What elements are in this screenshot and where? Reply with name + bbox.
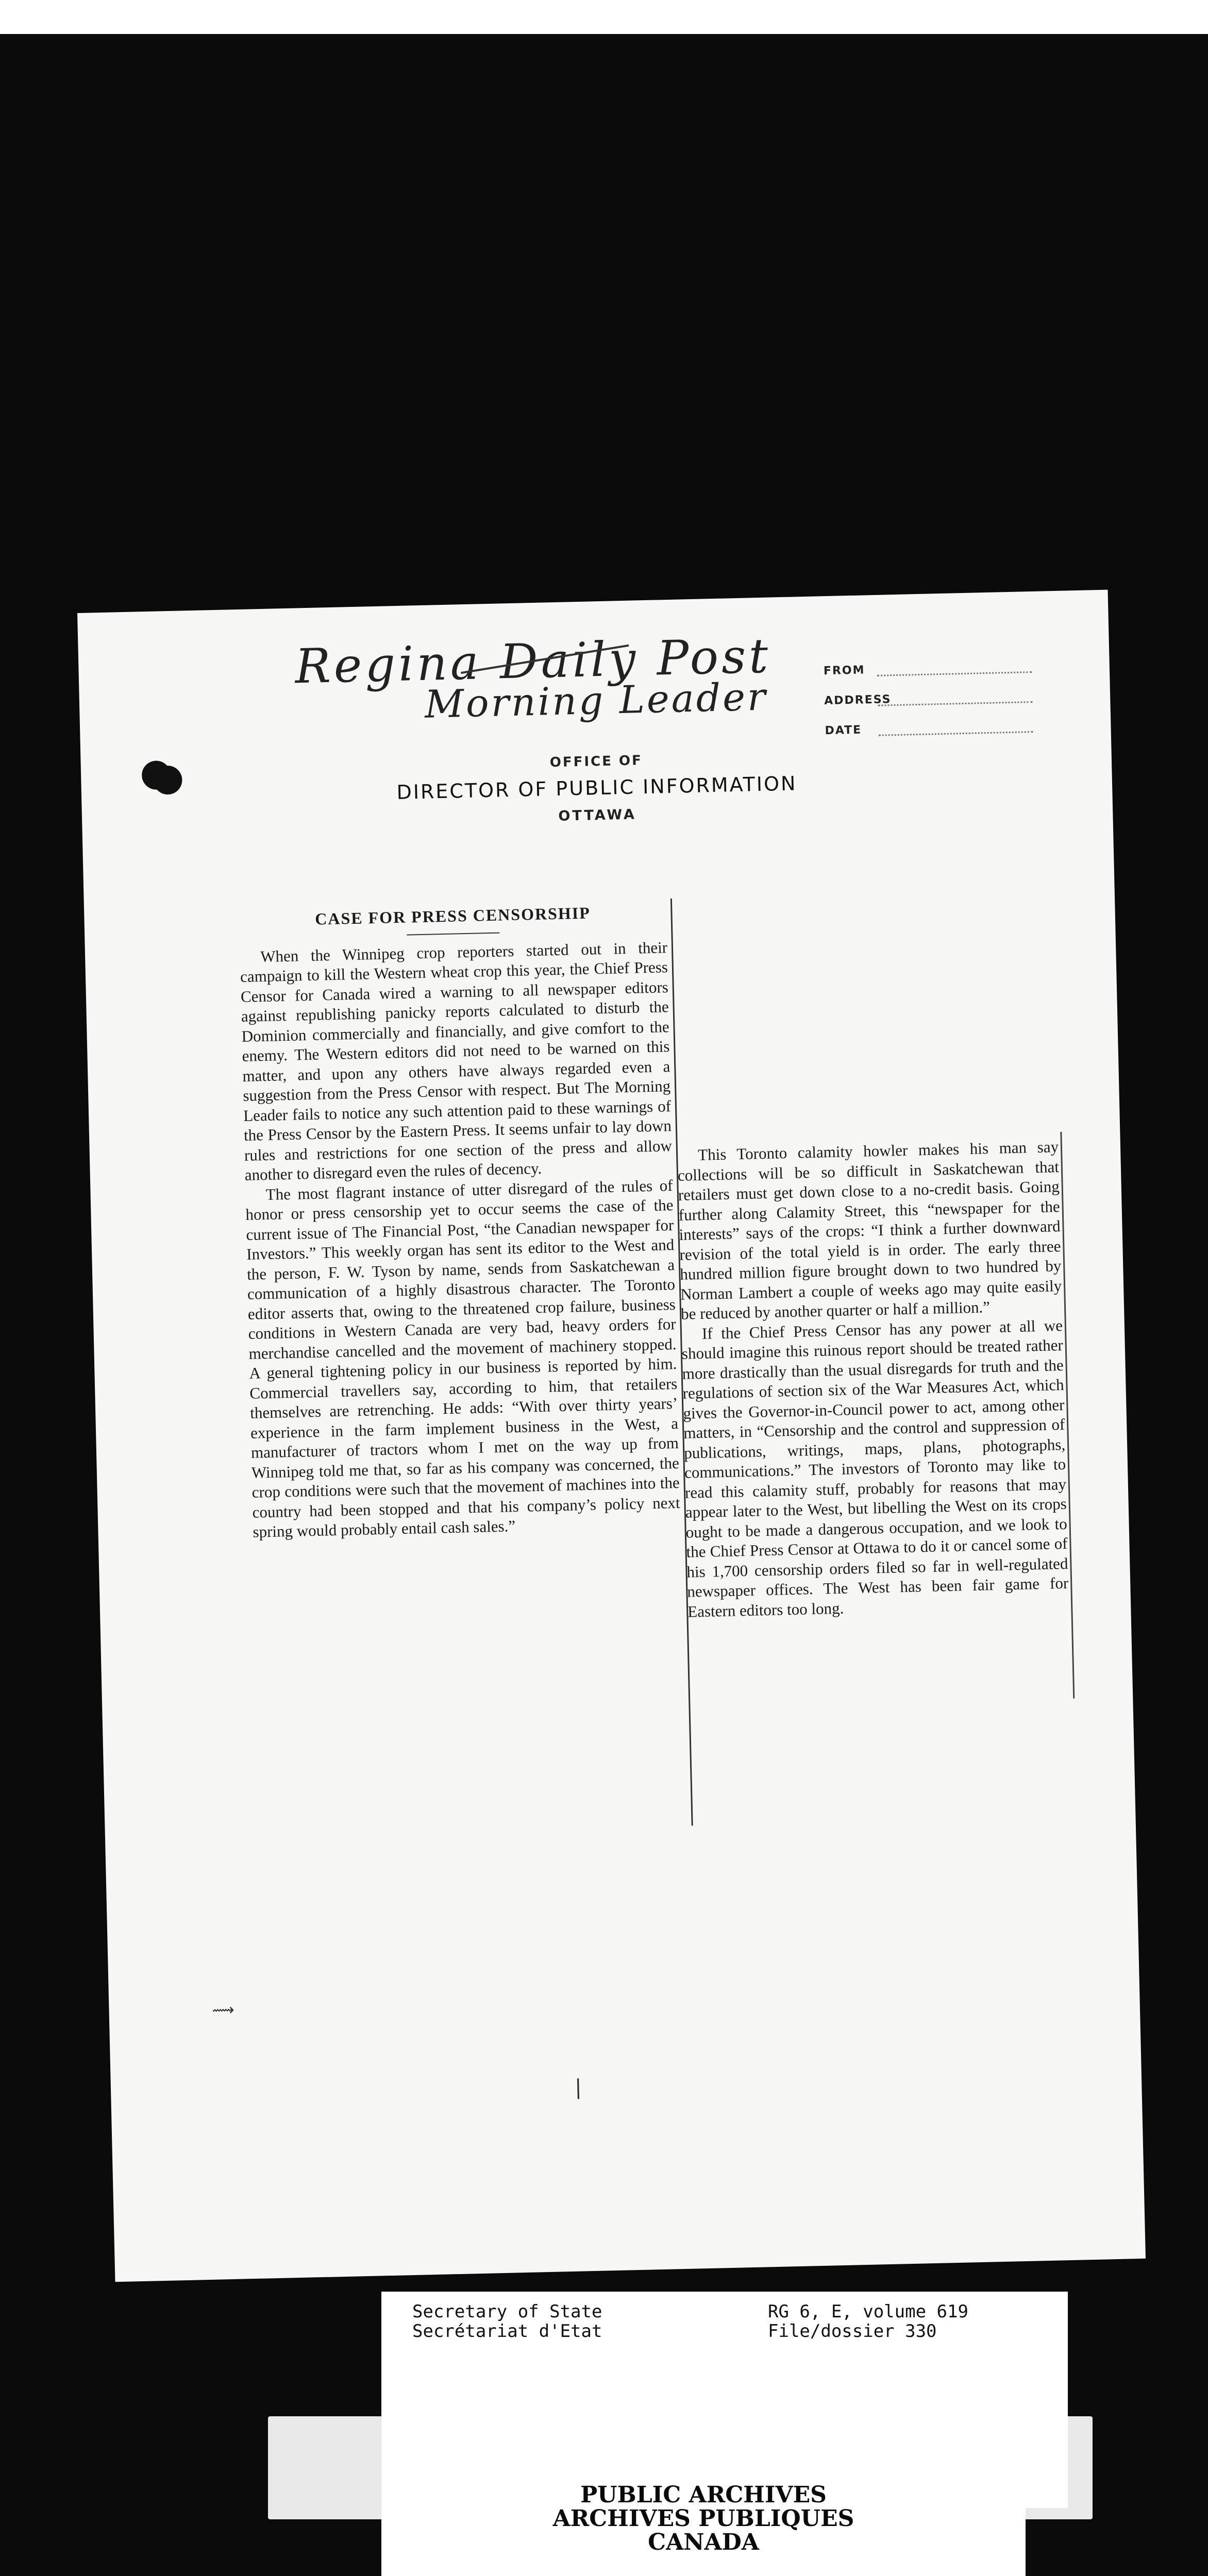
department-name-en: Secretary of State — [412, 2301, 602, 2322]
article-column-left — [239, 901, 681, 1542]
clipping-page — [77, 590, 1146, 2282]
article-heading: CASE FOR PRESS CENSORSHIP — [314, 903, 591, 928]
article-paragraph: The most flagrant instance of utter disregard of the rules of honor or press censorship yet to occur seems the case of the current issue of The Financial Post, “the Canadian newspaper for Investors.” This weekly organ has sent its editor to the West and the person, F. W. Tyson by name, sends from Saskatchewan a communication of a highly disastrous character. The Toronto editor asserts that, owing to the threatened crop failure, business conditions in Western Canada are very bad, heavy orders for merchandise cancelled and the movement of machinery stopped. A general tightening policy in our business is reported by him. Commercial travellers say, according to him, that retailers themselves are retrenching. He adds: “With over thirty years’ experience in the farm implement business in the West, a manufacturer of tractors whom I met on the way up from Winnipeg told me that, so far as his company was concerned, the crop conditions were such that the movement of machines into the country had been stopped and that his company’s policy next spring would probably entail cash sales.” — [245, 1176, 680, 1541]
form-field-from — [823, 643, 1032, 677]
handwritten-newspaper-city: Regina — [294, 635, 482, 694]
form-field-label: ADDRESS — [824, 693, 892, 708]
form-fields — [823, 643, 1033, 737]
stamp-line-fr: ARCHIVES PUBLIQUES — [552, 2505, 854, 2532]
department-name-fr: Secrétariat d'Etat — [412, 2321, 602, 2342]
stamp-line-en: PUBLIC ARCHIVES — [580, 2482, 827, 2508]
form-field-label: DATE — [825, 723, 862, 738]
article-column-right — [677, 1137, 1069, 1622]
article-paragraph: If the Chief Press Censor has any power at all we should imagine this ruinous report should be treated rather more drastically than the usual disregards for truth and the regulations of section six of the War Measures Act, which gives the Governor-in-Council power to act, among other matters, in “Censorship and the control and suppression of publications, writings, maps, plans, photographs, communications.” The investors of Toronto may like to read this calamity stuff, probably for reasons that may appear later to the West, but libelling the West on its crops ought to be made a dangerous occupation, and we look to the Chief Press Censor at Ottawa to do it or cancel some of his 1,700 censorship orders filed so far in well-regulated newspaper offices. The West has been fair game for Eastern editors too long. — [681, 1316, 1069, 1621]
letterhead-office-of: OFFICE OF — [549, 753, 643, 771]
form-field-date — [825, 703, 1033, 737]
stamp-text — [381, 2483, 1026, 2554]
letterhead-title: DIRECTOR OF PUBLIC INFORMATION — [396, 772, 797, 804]
stamp-line-country: CANADA — [648, 2529, 759, 2555]
form-field-address — [824, 673, 1032, 707]
letterhead-city: OTTAWA — [558, 806, 637, 824]
public-archives-stamp — [381, 2458, 1026, 2576]
top-margin-strip — [0, 0, 1208, 34]
file-number: File/dossier 330 — [768, 2321, 937, 2342]
stray-pencil-mark: | — [574, 2075, 582, 2099]
handwritten-struck-text: Daily Post — [499, 628, 772, 690]
article-paragraph: When the Winnipeg crop reporters started out in their campaign to kill the Western wheat crop this year, the Chief Press Censor for Canada wired a warning to all newspaper editors against republishing panicky reports calculated to disturb the Dominion commercially and financially, and give comfort to the enemy. The Western editors did not need to be warned on this matter, and upon any others have always regarded even a suggestion from the Press Censor with respect. But The Morning Leader fails to notice any such attention paid to these warnings of the Press Censor by the Eastern Press. It seems unfair to lay down rules and restrictions for one section of the press and allow another to disregard even the rules of decency. — [240, 938, 673, 1184]
archive-reference — [768, 2302, 968, 2341]
stray-pencil-mark: ⟿ — [212, 2001, 235, 2020]
form-field-label: FROM — [823, 664, 865, 678]
record-group-volume: RG 6, E, volume 619 — [768, 2301, 968, 2322]
handwritten-newspaper-name: Morning Leader — [424, 674, 768, 727]
archive-department — [412, 2302, 602, 2341]
form-field-dotted-line — [878, 722, 1033, 736]
heading-rule — [407, 932, 499, 935]
article-paragraph: This Toronto calamity howler makes his man say collections will be so difficult in Saskatchewan that retailers must get down close to a no-credit basis. Going further along Calamity Street, this “newspaper for the interests” says of the crops: “I think a further downward revision of the total yield is in order. The early three hundred million figure brought down to two hundred by Norman Lambert a couple of weeks ago may quite easily be reduced by another quarter or half a million.” — [677, 1138, 1062, 1323]
